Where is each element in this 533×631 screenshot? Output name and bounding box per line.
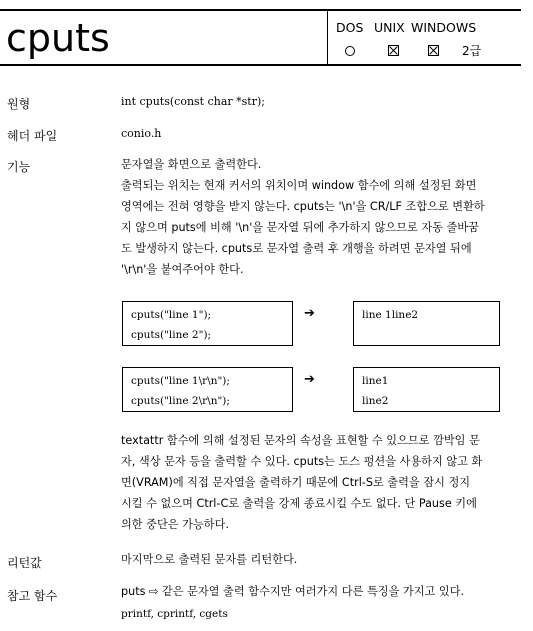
references-list <box>121 581 523 625</box>
label-function: 기능 <box>7 160 31 174</box>
example-1-code-box <box>122 301 293 346</box>
page-title: cputs <box>6 16 110 60</box>
notes-description <box>121 430 523 535</box>
function-line: 도 발생하지 않는다. cputs로 문자열 출력 후 개행을 하려면 문자열 뒤에 <box>121 242 472 255</box>
value-prototype: int cputs(const char *str); <box>121 95 265 108</box>
output-line: line1 <box>362 375 389 387</box>
label-references: 참고 함수 <box>7 589 58 603</box>
page-header <box>0 0 533 68</box>
code-line: cputs("line 2\r\n"); <box>131 395 230 407</box>
notes-line: 의한 중단은 가능하다. <box>121 518 229 531</box>
value-return-value <box>121 549 523 570</box>
output-line: line2 <box>362 395 389 407</box>
code-line: cputs("line 2"); <box>131 329 212 341</box>
notes-line: 면(VRAM)에 직접 문자열을 출력하기 때문에 Ctrl-S로 출력을 잠시 정지 <box>121 476 471 489</box>
notes-line: 시킬 수 없으며 Ctrl-C로 출력을 강제 종료시킬 수도 없다. 단 Pause 키에 <box>121 497 477 510</box>
return-value-text: 마지막으로 출력된 문자를 리턴한다. <box>121 553 298 566</box>
unsupported-x-box-icon <box>428 45 439 56</box>
example-1-output-box <box>353 301 500 346</box>
unsupported-x-box-icon <box>388 45 399 56</box>
function-line: 지 않으며 puts에 비해 '\n'을 문자열 뒤에 추가하지 않으므로 자동 줄바꿈 <box>121 221 479 234</box>
example-2-code-box <box>122 367 293 412</box>
os-label-dos: DOS <box>336 20 364 35</box>
code-line: cputs("line 1"); <box>131 309 212 321</box>
example-2-output-box <box>353 367 500 412</box>
function-line: 영역에는 전혀 영향을 받지 않는다. cputs는 '\n'을 CR/LF 조합으로 변환하 <box>121 200 485 213</box>
notes-line: textattr 함수에 의해 설정된 문자의 속성을 표현할 수 있으므로 깜박임 문 <box>121 434 480 447</box>
label-return-value: 리턴값 <box>7 556 42 570</box>
reference-line: printf, cprintf, cgets <box>121 608 228 620</box>
os-label-unix: UNIX <box>374 20 405 35</box>
output-line: line 1line2 <box>362 309 419 321</box>
header-bottom-rule <box>0 64 521 66</box>
value-header-file: conio.h <box>121 127 162 140</box>
reference-line: puts ⇨ 같은 문자열 출력 함수지만 여러가지 다른 특징을 가지고 있다. <box>121 585 465 598</box>
os-label-windows: WINDOWS <box>411 20 477 35</box>
code-line: cputs("line 1\r\n"); <box>131 375 230 387</box>
header-top-rule <box>0 9 521 11</box>
label-header-file: 헤더 파일 <box>7 129 58 143</box>
function-line: 출력되는 위치는 현재 커서의 위치이며 window 함수에 의해 설정된 화면 <box>121 179 477 192</box>
right-arrow-icon: ➔ <box>304 372 315 387</box>
label-prototype: 원형 <box>7 97 31 111</box>
notes-line: 자, 색상 문자 등을 출력할 수 있다. cputs는 도스 펑션을 사용하지 않고 화 <box>121 455 483 468</box>
header-divider <box>327 9 328 65</box>
supported-circle-icon <box>345 46 355 56</box>
function-line: 문자열을 화면으로 출력한다. <box>121 158 262 171</box>
function-line: '\r\n'을 붙여주어야 한다. <box>121 263 244 276</box>
right-arrow-icon: ➔ <box>304 306 315 321</box>
function-description <box>121 154 523 280</box>
difficulty-level: 2급 <box>462 44 482 58</box>
